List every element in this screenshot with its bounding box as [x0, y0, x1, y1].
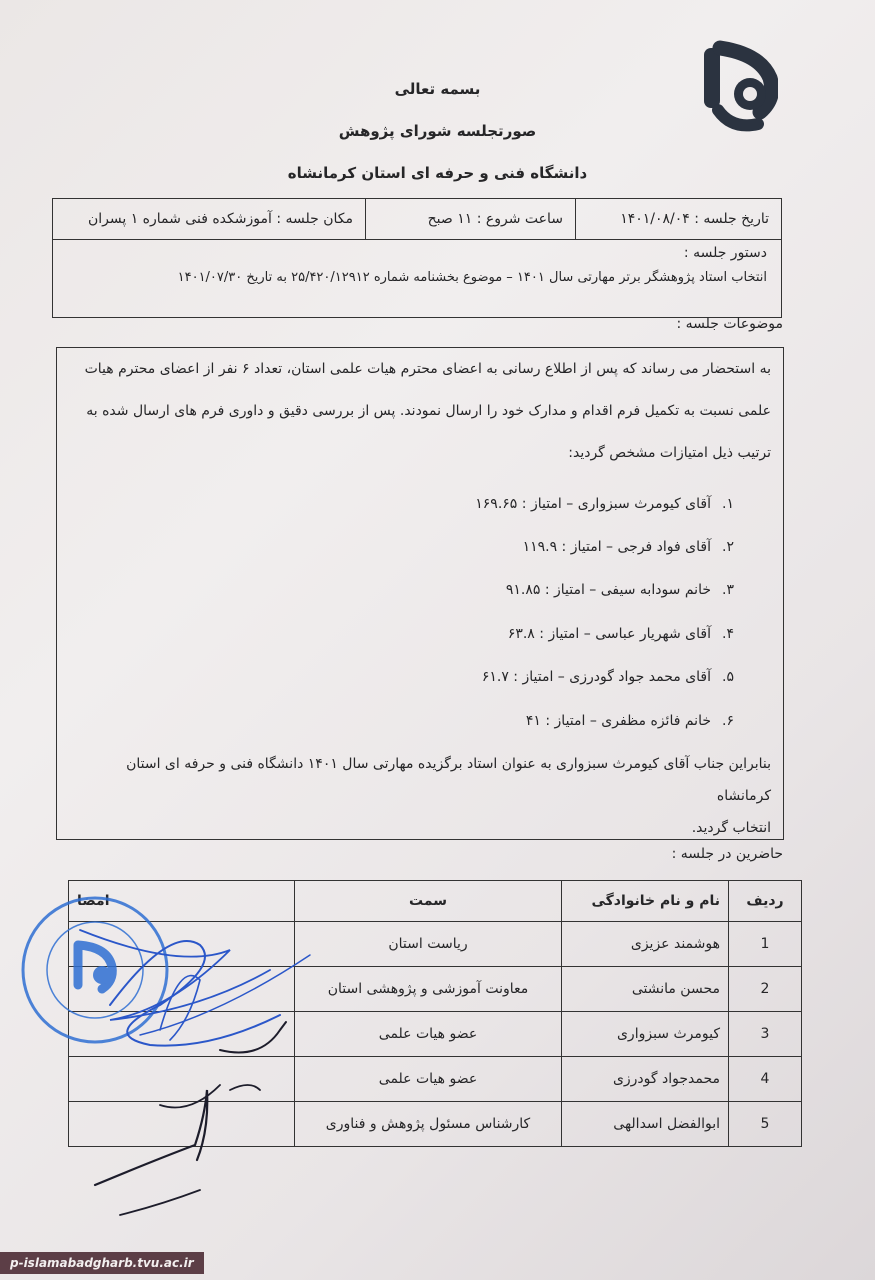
meeting-start-time: ساعت شروع : ۱۱ صبح — [366, 199, 576, 239]
scores-list — [475, 482, 737, 742]
list-item: ۳. خانم سودابه سیفی – امتیاز : ۹۱.۸۵ — [505, 582, 734, 599]
intro-line-3: ترتیب ذیل امتیازات مشخص گردید: — [568, 445, 771, 461]
table-row: 5 ابوالفضل اسدالهی کارشناس مسئول پژوهش و فناوری — [69, 1102, 802, 1147]
table-row: 4 محمدجواد گودرزی عضو هیات علمی — [69, 1057, 802, 1102]
table-row: 2 محسن مانشتی معاونت آموزشی و پژوهشی استان — [69, 967, 802, 1012]
agenda-text: انتخاب استاد پژوهشگر برتر مهارتی سال ۱۴۰۱ – موضوع بخشنامه شماره ۲۵/۴۲۰/۱۲۹۱۲ به تاریخ ۱۴۰۱/۰۷/۳۰ — [177, 270, 767, 285]
conclusion-line-2: انتخاب گردید. — [691, 820, 771, 836]
intro-line-1: به استحضار می رساند که پس از اطلاع رسانی به اعضای محترم هیات علمی استان، تعداد ۶ نفر از اعضای محترم هیات — [84, 361, 771, 377]
list-item: ۲. آقای فواد فرجی – امتیاز : ۱۱۹.۹ — [522, 539, 734, 556]
conclusion-text — [71, 748, 771, 844]
document-title: صورتجلسه شورای پژوهش — [338, 122, 537, 140]
attendees-label: حاضرین در جلسه : — [671, 846, 783, 862]
topics-label: موضوعات جلسه : — [676, 316, 783, 332]
list-item: ۴. آقای شهریار عباسی – امتیاز : ۶۳.۸ — [507, 625, 734, 642]
institution-name: دانشگاه فنی و حرفه ای استان کرمانشاه — [287, 164, 588, 182]
col-header-row: ردیف — [729, 881, 802, 922]
intro-line-2: علمی نسبت به تکمیل فرم اقدام و مدارک خود را ارسال نمودند. پس از بررسی دقیق و داوری فرم های ارسال شده به — [86, 403, 771, 419]
meeting-date: تاریخ جلسه : ۱۴۰۱/۰۸/۰۴ — [620, 211, 769, 227]
table-header-row — [69, 881, 802, 922]
col-header-position: سمت — [295, 881, 562, 922]
list-item: ۱. آقای کیومرث سبزواری – امتیاز : ۱۶۹.۶۵ — [475, 495, 734, 512]
meeting-info-table — [52, 198, 782, 318]
col-header-name: نام و نام خانوادگی — [562, 881, 729, 922]
bismillah-heading: بسمه تعالی — [394, 80, 481, 98]
table-row: 1 هوشمند عزیزی ریاست استان — [69, 922, 802, 967]
list-item: ۶. خانم فائزه مظفری – امتیاز : ۴۱ — [525, 712, 734, 729]
meeting-location: مکان جلسه : آموزشکده فنی شماره ۱ پسران — [53, 199, 366, 239]
table-row: 3 کیومرث سبزواری عضو هیات علمی — [69, 1012, 802, 1057]
list-item: ۵. آقای محمد جواد گودرزی – امتیاز : ۶۱.۷ — [481, 669, 734, 686]
agenda-label: دستور جلسه : — [683, 245, 767, 261]
footer-url[interactable]: p-islamabadgharb.tvu.ac.ir — [0, 1252, 204, 1274]
topics-box — [56, 347, 784, 840]
col-header-signature: امضا — [69, 881, 295, 922]
conclusion-line-1: بنابراین جناب آقای کیومرث سبزواری به عنوان استاد برگزیده مهارتی سال ۱۴۰۱ دانشگاه فنی و حرفه ای استان کرمانشاه — [126, 756, 771, 804]
attendees-table — [68, 880, 802, 1147]
